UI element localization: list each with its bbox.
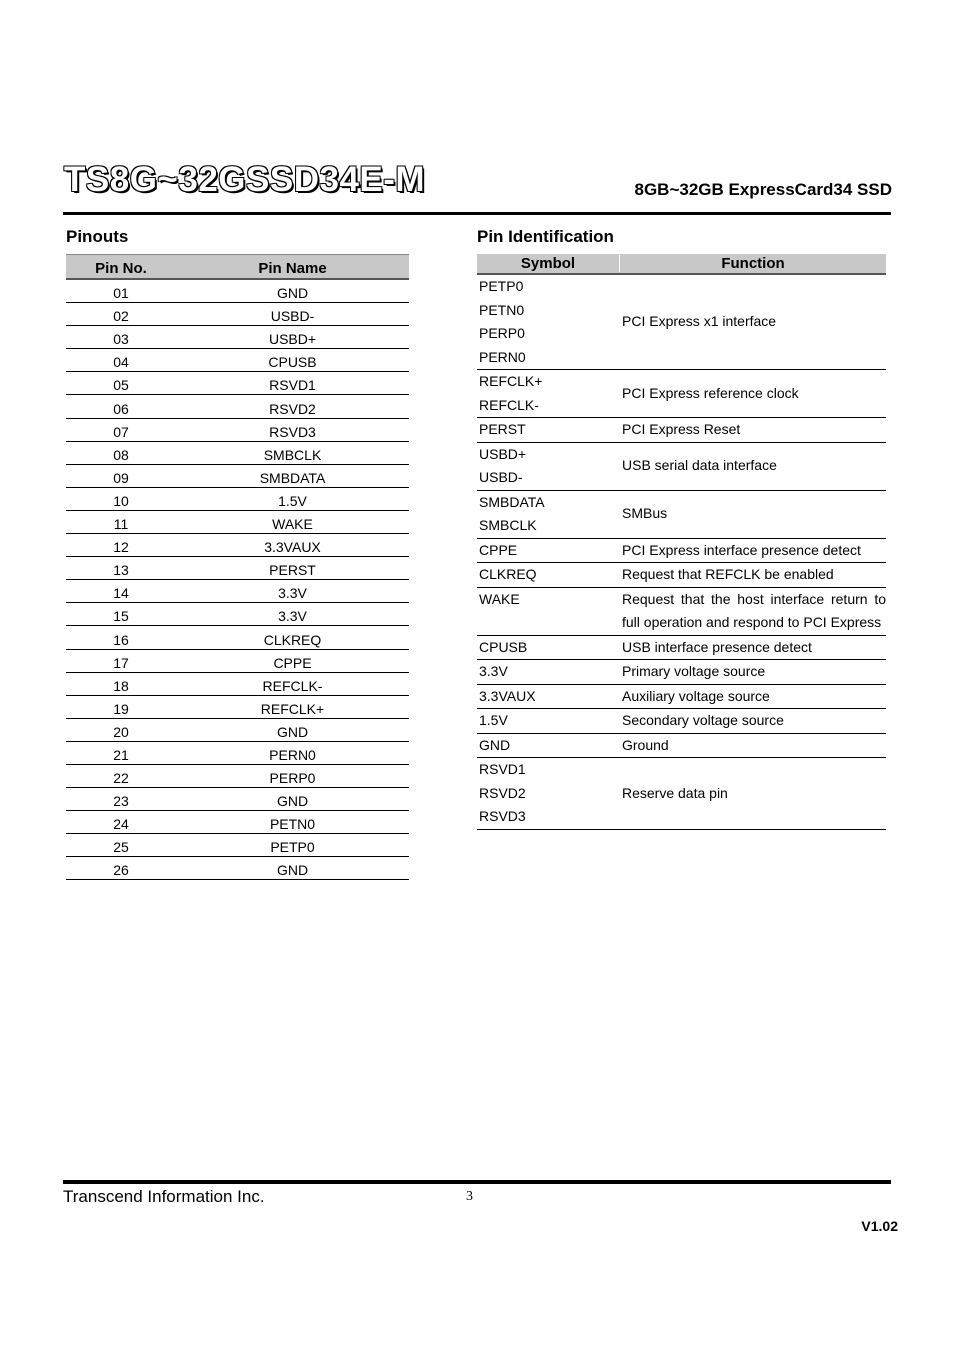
table-row	[477, 443, 886, 491]
table-row	[66, 742, 409, 765]
symbol-text: PERP0	[479, 325, 525, 341]
symbol-cell	[477, 636, 622, 660]
symbol-cell	[477, 443, 622, 490]
pin-name-cell: GND	[276, 793, 309, 810]
table-row	[477, 588, 886, 636]
pin-number-cell: 05	[113, 377, 129, 394]
table-row	[477, 685, 886, 710]
symbol-text: PERST	[479, 421, 526, 437]
table-row	[66, 465, 409, 488]
pin-name-cell: PETP0	[270, 839, 315, 856]
pin-number-cell: 17	[113, 654, 129, 671]
table-row	[66, 811, 409, 834]
pin-number-cell: 15	[113, 608, 129, 625]
function-text: SMBus	[622, 505, 668, 522]
table-row	[66, 788, 409, 811]
function-cell	[622, 539, 886, 563]
table-row	[66, 857, 409, 880]
document-title: TS8G~32GSSD34E-M	[64, 160, 426, 199]
table-row	[66, 395, 409, 418]
table-row	[66, 534, 409, 557]
pinouts-table	[66, 254, 409, 880]
pin-number-cell: 24	[113, 816, 129, 833]
pin-identification-heading: Pin Identification	[477, 227, 614, 246]
pin-name-cell: CPPE	[273, 654, 312, 671]
table-row	[66, 488, 409, 511]
pin-number-cell: 18	[113, 677, 129, 694]
symbol-cell	[477, 275, 622, 369]
table-row	[66, 372, 409, 395]
symbol-text: 3.3V	[479, 663, 508, 679]
pin-number-cell: 13	[113, 562, 129, 579]
table-row	[477, 636, 886, 661]
pinouts-table-header	[66, 254, 409, 280]
footer-rule	[63, 1180, 891, 1184]
function-text: PCI Express reference clock	[622, 384, 799, 401]
pin-name-cell: RSVD2	[269, 400, 316, 417]
function-cell	[622, 418, 886, 442]
pin-name-cell: SMBDATA	[259, 469, 326, 486]
table-row	[66, 326, 409, 349]
pin-number-cell: 04	[113, 354, 129, 371]
table-row	[66, 696, 409, 719]
symbol-text: 1.5V	[479, 712, 508, 728]
pin-number-cell: 03	[113, 331, 129, 348]
pin-name-cell: RSVD3	[269, 423, 316, 440]
table-row	[66, 349, 409, 372]
symbol-text: USBD-	[479, 469, 523, 485]
symbol-cell	[477, 734, 622, 758]
pin-name-cell: SMBCLK	[263, 446, 322, 463]
function-cell	[622, 275, 886, 369]
pin-name-cell: 3.3V	[278, 585, 307, 602]
function-text: Reserve data pin	[622, 784, 728, 801]
pin-number-cell: 01	[113, 285, 129, 302]
symbol-text: 3.3VAUX	[479, 687, 536, 704]
pin-name-cell: CLKREQ	[263, 631, 322, 648]
table-row	[477, 370, 886, 418]
pin-name-cell: 1.5V	[278, 492, 307, 509]
pin-number-cell: 21	[113, 746, 129, 763]
pin-number-cell: 06	[113, 400, 129, 417]
header-rule	[63, 212, 891, 215]
function-text: Ground	[622, 736, 669, 753]
pin-number-cell: 07	[113, 423, 129, 440]
symbol-text: SMBCLK	[479, 517, 537, 533]
document-subtitle: 8GB~32GB ExpressCard34 SSD	[634, 180, 892, 199]
table-row	[66, 673, 409, 696]
symbol-text: SMBDATA	[479, 493, 545, 510]
table-row	[477, 275, 886, 370]
function-text: USB interface presence detect	[622, 638, 812, 655]
symbol-cell	[477, 418, 622, 442]
symbol-cell	[477, 709, 622, 733]
function-text: Primary voltage source	[622, 663, 766, 679]
pin-name-cell: WAKE	[272, 516, 313, 533]
pin-name-cell: REFCLK-	[262, 677, 323, 694]
pin-name-cell: PERP0	[269, 770, 316, 787]
pin-name-cell: RSVD1	[269, 377, 316, 394]
symbol-text: CPPE	[479, 541, 518, 558]
function-cell	[622, 443, 886, 490]
function-text: USB serial data interface	[622, 457, 777, 474]
column-header-pin-name: Pin Name	[258, 260, 327, 277]
pin-number-cell: 02	[113, 308, 129, 325]
symbol-cell	[477, 539, 622, 563]
table-row	[66, 719, 409, 742]
table-row	[477, 563, 886, 588]
pin-name-cell: 3.3V	[278, 608, 307, 625]
pin-number-cell: 22	[113, 770, 129, 787]
pin-identification-table-header	[477, 254, 886, 275]
function-cell	[622, 636, 886, 660]
symbol-text: RSVD3	[479, 808, 526, 824]
pin-name-cell: PERST	[269, 562, 316, 579]
table-row	[66, 511, 409, 534]
table-row	[477, 418, 886, 443]
table-row	[477, 734, 886, 759]
function-cell	[622, 709, 886, 733]
symbol-text: GND	[479, 736, 511, 753]
symbol-text: PETN0	[479, 301, 525, 318]
table-row	[66, 442, 409, 465]
table-row	[66, 603, 409, 626]
pin-name-cell: PETN0	[269, 816, 316, 833]
table-row	[66, 650, 409, 673]
table-row	[66, 419, 409, 442]
symbol-text: WAKE	[479, 590, 520, 607]
symbol-cell	[477, 563, 622, 587]
function-cell	[622, 588, 886, 635]
symbol-cell	[477, 370, 622, 417]
table-row	[66, 580, 409, 603]
symbol-text: PERN0	[479, 348, 526, 365]
symbol-cell	[477, 685, 622, 709]
table-row	[66, 765, 409, 788]
pin-number-cell: 16	[113, 631, 129, 648]
pin-identification-table	[477, 254, 886, 830]
pin-number-cell: 12	[113, 539, 129, 556]
function-cell	[622, 734, 886, 758]
symbol-cell	[477, 491, 622, 538]
document-version: V1.02	[861, 1218, 898, 1234]
pin-name-cell: GND	[276, 723, 309, 740]
pin-name-cell: PERN0	[269, 746, 316, 763]
pin-number-cell: 14	[113, 585, 129, 602]
symbol-text: REFCLK+	[479, 373, 543, 389]
pin-name-cell: 3.3VAUX	[264, 539, 321, 556]
pin-number-cell: 09	[113, 469, 129, 486]
pin-number-cell: 11	[113, 516, 129, 533]
pin-name-cell: REFCLK+	[260, 700, 325, 717]
function-cell	[622, 758, 886, 829]
function-text: Request that REFCLK be enabled	[622, 566, 834, 582]
function-text: Request that the host interface return to full operation and respond to PCI Express	[622, 590, 886, 630]
pin-number-cell: 08	[113, 446, 129, 463]
table-row	[66, 626, 409, 649]
table-row	[477, 660, 886, 685]
pin-name-cell: GND	[276, 285, 309, 302]
function-text: PCI Express interface presence detect	[622, 541, 861, 558]
pinouts-heading: Pinouts	[66, 227, 129, 246]
function-cell	[622, 563, 886, 587]
table-row	[66, 303, 409, 326]
table-row	[477, 539, 886, 564]
pin-number-cell: 10	[113, 492, 129, 509]
column-header-function: Function	[721, 255, 785, 272]
table-row	[477, 491, 886, 539]
pin-number-cell: 20	[113, 723, 129, 740]
table-row	[66, 280, 409, 303]
function-cell	[622, 660, 886, 684]
symbol-cell	[477, 588, 622, 635]
symbol-cell	[477, 660, 622, 684]
function-cell	[622, 370, 886, 417]
pin-number-cell: 19	[113, 700, 129, 717]
table-row	[477, 758, 886, 830]
function-cell	[622, 491, 886, 538]
table-row	[66, 557, 409, 580]
symbol-text: REFCLK-	[479, 396, 539, 413]
function-cell	[622, 685, 886, 709]
table-row	[477, 709, 886, 734]
function-text: Secondary voltage source	[622, 712, 784, 728]
symbol-text: USBD+	[479, 445, 527, 462]
column-header-pin-no: Pin No.	[95, 260, 147, 277]
column-header-symbol: Symbol	[477, 255, 620, 272]
pinouts-table-body	[66, 280, 409, 880]
pin-name-cell: USBD-	[270, 308, 315, 325]
page-number: 3	[466, 1189, 473, 1204]
symbol-text: RSVD2	[479, 784, 526, 801]
pin-name-cell: GND	[276, 862, 309, 879]
pin-identification-table-body	[477, 275, 886, 830]
pin-name-cell: CPUSB	[268, 354, 317, 371]
pin-number-cell: 23	[113, 793, 129, 810]
pin-name-cell: USBD+	[268, 331, 317, 348]
function-text: PCI Express x1 interface	[622, 313, 777, 330]
symbol-cell	[477, 758, 622, 829]
function-text: PCI Express Reset	[622, 421, 741, 437]
footer-company: Transcend Information Inc.	[63, 1187, 265, 1206]
pin-number-cell: 26	[113, 862, 129, 879]
symbol-text: RSVD1	[479, 761, 526, 777]
table-row	[66, 834, 409, 857]
pin-number-cell: 25	[113, 839, 129, 856]
symbol-text: PETP0	[479, 278, 524, 294]
symbol-text: CPUSB	[479, 638, 528, 655]
symbol-text: CLKREQ	[479, 566, 537, 582]
function-text: Auxiliary voltage source	[622, 687, 770, 704]
